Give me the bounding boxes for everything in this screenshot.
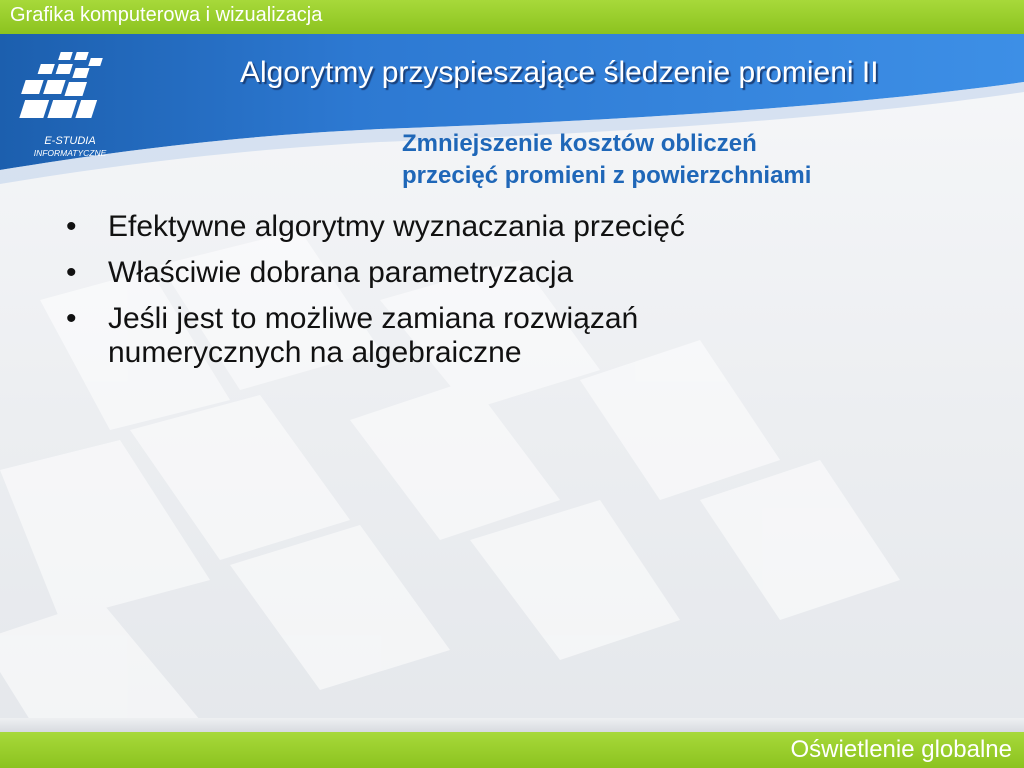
bullet-item bbox=[64, 256, 964, 290]
bullet-text: Jeśli jest to możliwe zamiana rozwiązań bbox=[108, 302, 639, 335]
course-title: Grafika komputerowa i wizualizacja bbox=[10, 4, 323, 26]
bullet-marker: • bbox=[66, 256, 77, 289]
bottom-divider bbox=[0, 718, 1024, 732]
bullet-item bbox=[64, 302, 964, 370]
e-studia-logo bbox=[14, 42, 126, 162]
slide-title: Algorytmy przyspieszające śledzenie promieni II bbox=[240, 56, 879, 89]
bullet-text: Właściwie dobrana parametryzacja bbox=[108, 256, 574, 289]
bullet-item bbox=[64, 210, 964, 244]
section-name: Oświetlenie globalne bbox=[790, 736, 1012, 763]
subtitle-line: Zmniejszenie kosztów obliczeń bbox=[402, 130, 757, 157]
bullet-text: Efektywne algorytmy wyznaczania przecięć bbox=[108, 210, 685, 243]
bottom-bar bbox=[0, 732, 1024, 768]
bullet-marker: • bbox=[66, 302, 77, 335]
slide-subtitle bbox=[402, 128, 1002, 192]
bullet-marker: • bbox=[66, 210, 77, 243]
subtitle-line: przecięć promieni z powierzchniami bbox=[402, 162, 812, 189]
bullet-list bbox=[64, 210, 964, 382]
logo-text-line2: INFORMATYCZNE bbox=[33, 148, 107, 158]
logo-text-line1: E-STUDIA bbox=[44, 135, 96, 147]
bullet-text: numerycznych na algebraiczne bbox=[108, 336, 522, 369]
top-bar bbox=[0, 0, 1024, 34]
